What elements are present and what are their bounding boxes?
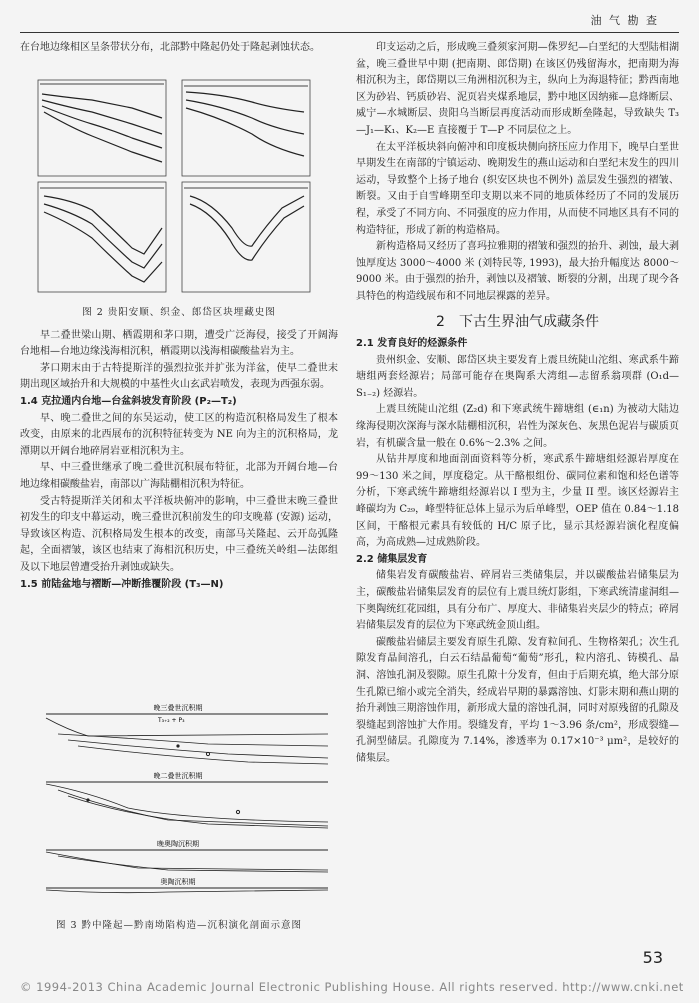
paragraph-indosinian-movement: 受古特提斯洋关闭和太平洋板块俯冲的影响，中三叠世末晚三叠世初发生的印支中幕运动，晚三叠世沉积前发生的印支晚幕 (安源) 运动，导致该区构造、沉积格局发生根本的改变，南部马关隆起、云开岛弧隆起，全面褶皱，该区也结束了海相沉积历史，中三叠统关岭组—法郎组及以下地层曾遭受抬升剥蚀或缺失。 (20, 495, 338, 573)
paragraph-indosinian-basin: 印支运动之后，形成晚三叠须家河期—侏罗纪—白垩纪的大型陆相湖盆，晚三叠世早中期 (把南期、郎岱期) 在该区仍残留海水，把南期为海相沉积为主，郎岱期以三角洲相沉积为主，纵向上为海退特征；黔西南地区为砂岩、钙质砂岩、泥页岩夹煤系地层，黔中地区因纳雍—息烽断层、威宁—水城断层、贵阳乌当断层再度活动而形成断垒隆起，导致缺失 T₃—J₁—K₁、K₂—E 直接覆于 T—P 不同层位之上。 (356, 42, 679, 136)
page-number: 53 (642, 948, 663, 967)
figure-3-caption: 图 3 黔中隆起—黔南坳陷构造—沉积演化剖面示意图 (55, 920, 303, 931)
section-2-1-heading: 2.1 发育良好的烃源条件 (356, 338, 468, 350)
section-1-4-heading: 1.4 克拉通内台地—台盆斜坡发育阶段 (P₂—T₂) (20, 395, 237, 407)
fig2-panel-a (38, 80, 166, 176)
figure-3-caption-wrap (20, 918, 338, 935)
paragraph-reservoir-types: 储集岩发育碳酸盐岩、碎屑岩三类储集层，并以碳酸盐岩储集层为主，碳酸盐岩储集层发育的层位有上震旦统灯影组，下寒武统清虚洞组—下奥陶统红花园组，具有分布广、厚度大、非储集岩夹层少的特点；碎屑岩储集层发育的层位为下寒武统金顶山组。 (356, 570, 679, 632)
fig3-panel-3-title: 晚奥陶沉积期 (157, 840, 199, 848)
figure-2-burial-history (32, 78, 332, 302)
fig2-panel-c (38, 182, 166, 292)
fig3-panel-2-title: 晚二叠世沉积期 (153, 772, 203, 780)
fig3-panel-4 (46, 877, 328, 893)
paragraph-permian-transgression: 早二叠世梁山期、栖霞期和茅口期，遭受广泛海侵，接受了开阔海台地相—台地边缘浅海相沉积，栖霞期以浅海相碳酸盐岩为主。 (20, 329, 338, 358)
left-column-body (20, 305, 338, 593)
paragraph-doushantuo: 上震旦统陡山沱组 (Z₂d) 和下寒武统牛蹄塘组 (∈₁n) 为被动大陆边缘海侵期次深海与深水陆棚相沉积，岩性为深灰色、灰黑色泥岩与碳质页岩，有机碳含量一般在 0.6%～2.3% 之间。 (356, 404, 679, 449)
intro-paragraph: 在台地边缘相区呈条带状分布，北部黔中隆起仍处于隆起剥蚀状态。 (20, 42, 320, 53)
fig3-panel-4-title: 奥陶沉积期 (160, 878, 196, 886)
paragraph-triassic-inheritance: 早、中三叠世继承了晚二叠世沉积展布特征，北部为开阔台地—台地边缘相碳酸盐岩，南部以广海陆棚相沉积为特征。 (20, 462, 338, 490)
fig3-panel-2 (46, 771, 328, 828)
figure-2-caption: 图 2 贵阳安顺、织金、郎岱区块埋藏史图 (82, 307, 276, 318)
section-2-heading (356, 314, 679, 331)
fig3-panel-1 (46, 703, 328, 764)
section-2-number: 2 (436, 313, 445, 330)
paragraph-dongwu-movement: 早、晚二叠世之间的东吴运动，使工区的构造沉积格局发生了根本改变，由原来的北西展布的沉积特征转变为 NE 向为主的沉积格局，龙潭期以开阔台地碎屑岩亚相沉积为主。 (20, 412, 338, 457)
fig3-panel-3 (46, 839, 328, 872)
figure-3-cross-sections (28, 700, 334, 900)
fig2-panel-b (182, 80, 310, 176)
fig3-top-label: T₃₊₂ + P₃ (158, 717, 185, 724)
header-rule (20, 32, 679, 33)
section-2-title: 下古生界油气成藏条件 (458, 313, 599, 330)
section-1-5-heading: 1.5 前陆盆地与褶断—冲断推覆阶段 (T₃—N) (20, 578, 224, 590)
paragraph-source-rocks: 贵州织金、安顺、郎岱区块主要发育上震旦统陡山沱组、寒武系牛蹄塘组两套烃源岩；局部可能存在奥陶系大湾组—志留系翁项群 (O₁d—S₁₋₂) 烃源岩。 (356, 354, 679, 399)
fig2-panel-d (182, 182, 310, 292)
fig3-panel-1-title: 晚三叠世沉积期 (153, 704, 203, 712)
paragraph-maokou-uplift: 茅口期末由于古特提斯洋的强烈拉张并扩张为洋盆，使早二叠世末期出现区域抬升和大规模的中基性火山玄武岩喷发，表现为西强东弱。 (20, 362, 338, 391)
paragraph-yanshan-movement: 在太平洋板块斜向俯冲和印度板块侧向挤压应力作用下，晚早白垩世早期发生在南部的宁镇运动、晚期发生的燕山运动和白垩纪末发生的四川运动，导致整个上扬子地台 (织安区块也不例外) 盖层发生强烈的褶皱、断裂。又由于自雪峰期至印支期以来不同的地质体经历了不同的发展历程，承受了不同方向、不同强度的应力作用，从而使不同地区具有不同的构造特征，形成了新的构造格局。 (356, 141, 679, 236)
section-2-2-heading: 2.2 储集层发育 (356, 553, 428, 565)
paragraph-carbonate-pores: 碳酸盐岩储层主要发育原生孔隙、发育粒间孔、生物格架孔；次生孔隙发育晶间溶孔，白云石结晶葡萄“葡萄”形孔，粒内溶孔、铸模孔、晶洞、溶蚀孔洞及裂隙。原生孔隙十分发育，但由于后期充填，绝大部分原生孔隙已缩小或完全消失，经成岩早期的暴露溶蚀、灯影末期和燕山期的抬升剥蚀三期溶蚀作用，新形成大量的溶蚀孔洞，同时对原残留的孔隙及裂缝起到溶蚀扩大作用。裂缝发育，平均 1～3.96 条/cm²，形成裂缝—孔洞型储层。孔隙度为 7.14%，渗透率为 0.17×10⁻³ μm²，是较好的储集层。 (356, 636, 679, 764)
left-column (20, 40, 338, 57)
paragraph-source-thickness: 从钻井厚度和地面剖面资料等分析，寒武系牛蹄塘组烃源岩厚度在 99～130 米之间，厚度稳定。从干酪根组份、碳同位素和饱和烃色谱等分析，下寒武统牛蹄塘组烃源岩以 I 型为主，少量 II 型。该区烃源岩主峰碳均为 C₂₉，峰型特征总体上显示为后单峰型，OEP 值在 0.84～1.18 区间，干酪根元素具有较低的 H/C 原子比，显示其烃源岩演化程度偏高，为高成熟—过成熟阶段。 (356, 454, 679, 549)
running-header: 油 气 勘 查 (590, 14, 659, 27)
right-column (356, 40, 679, 768)
paragraph-himalayan-uplift: 新构造格局又经历了喜玛拉雅期的褶皱和强烈的抬升、剥蚀，最大剥蚀厚度达 3000～4000 米 (刘特民等, 1993)，最大抬升幅度达 8000～9000 米。由于强烈的抬升，剥蚀以及褶皱、断裂的分割，出现了现今各具特色的构造线展布和不同地层裸露的差异。 (356, 241, 679, 302)
copyright-footer: © 1994-2013 China Academic Journal Electronic Publishing House. All rights reserved. http://www.cnki.net (20, 980, 684, 994)
